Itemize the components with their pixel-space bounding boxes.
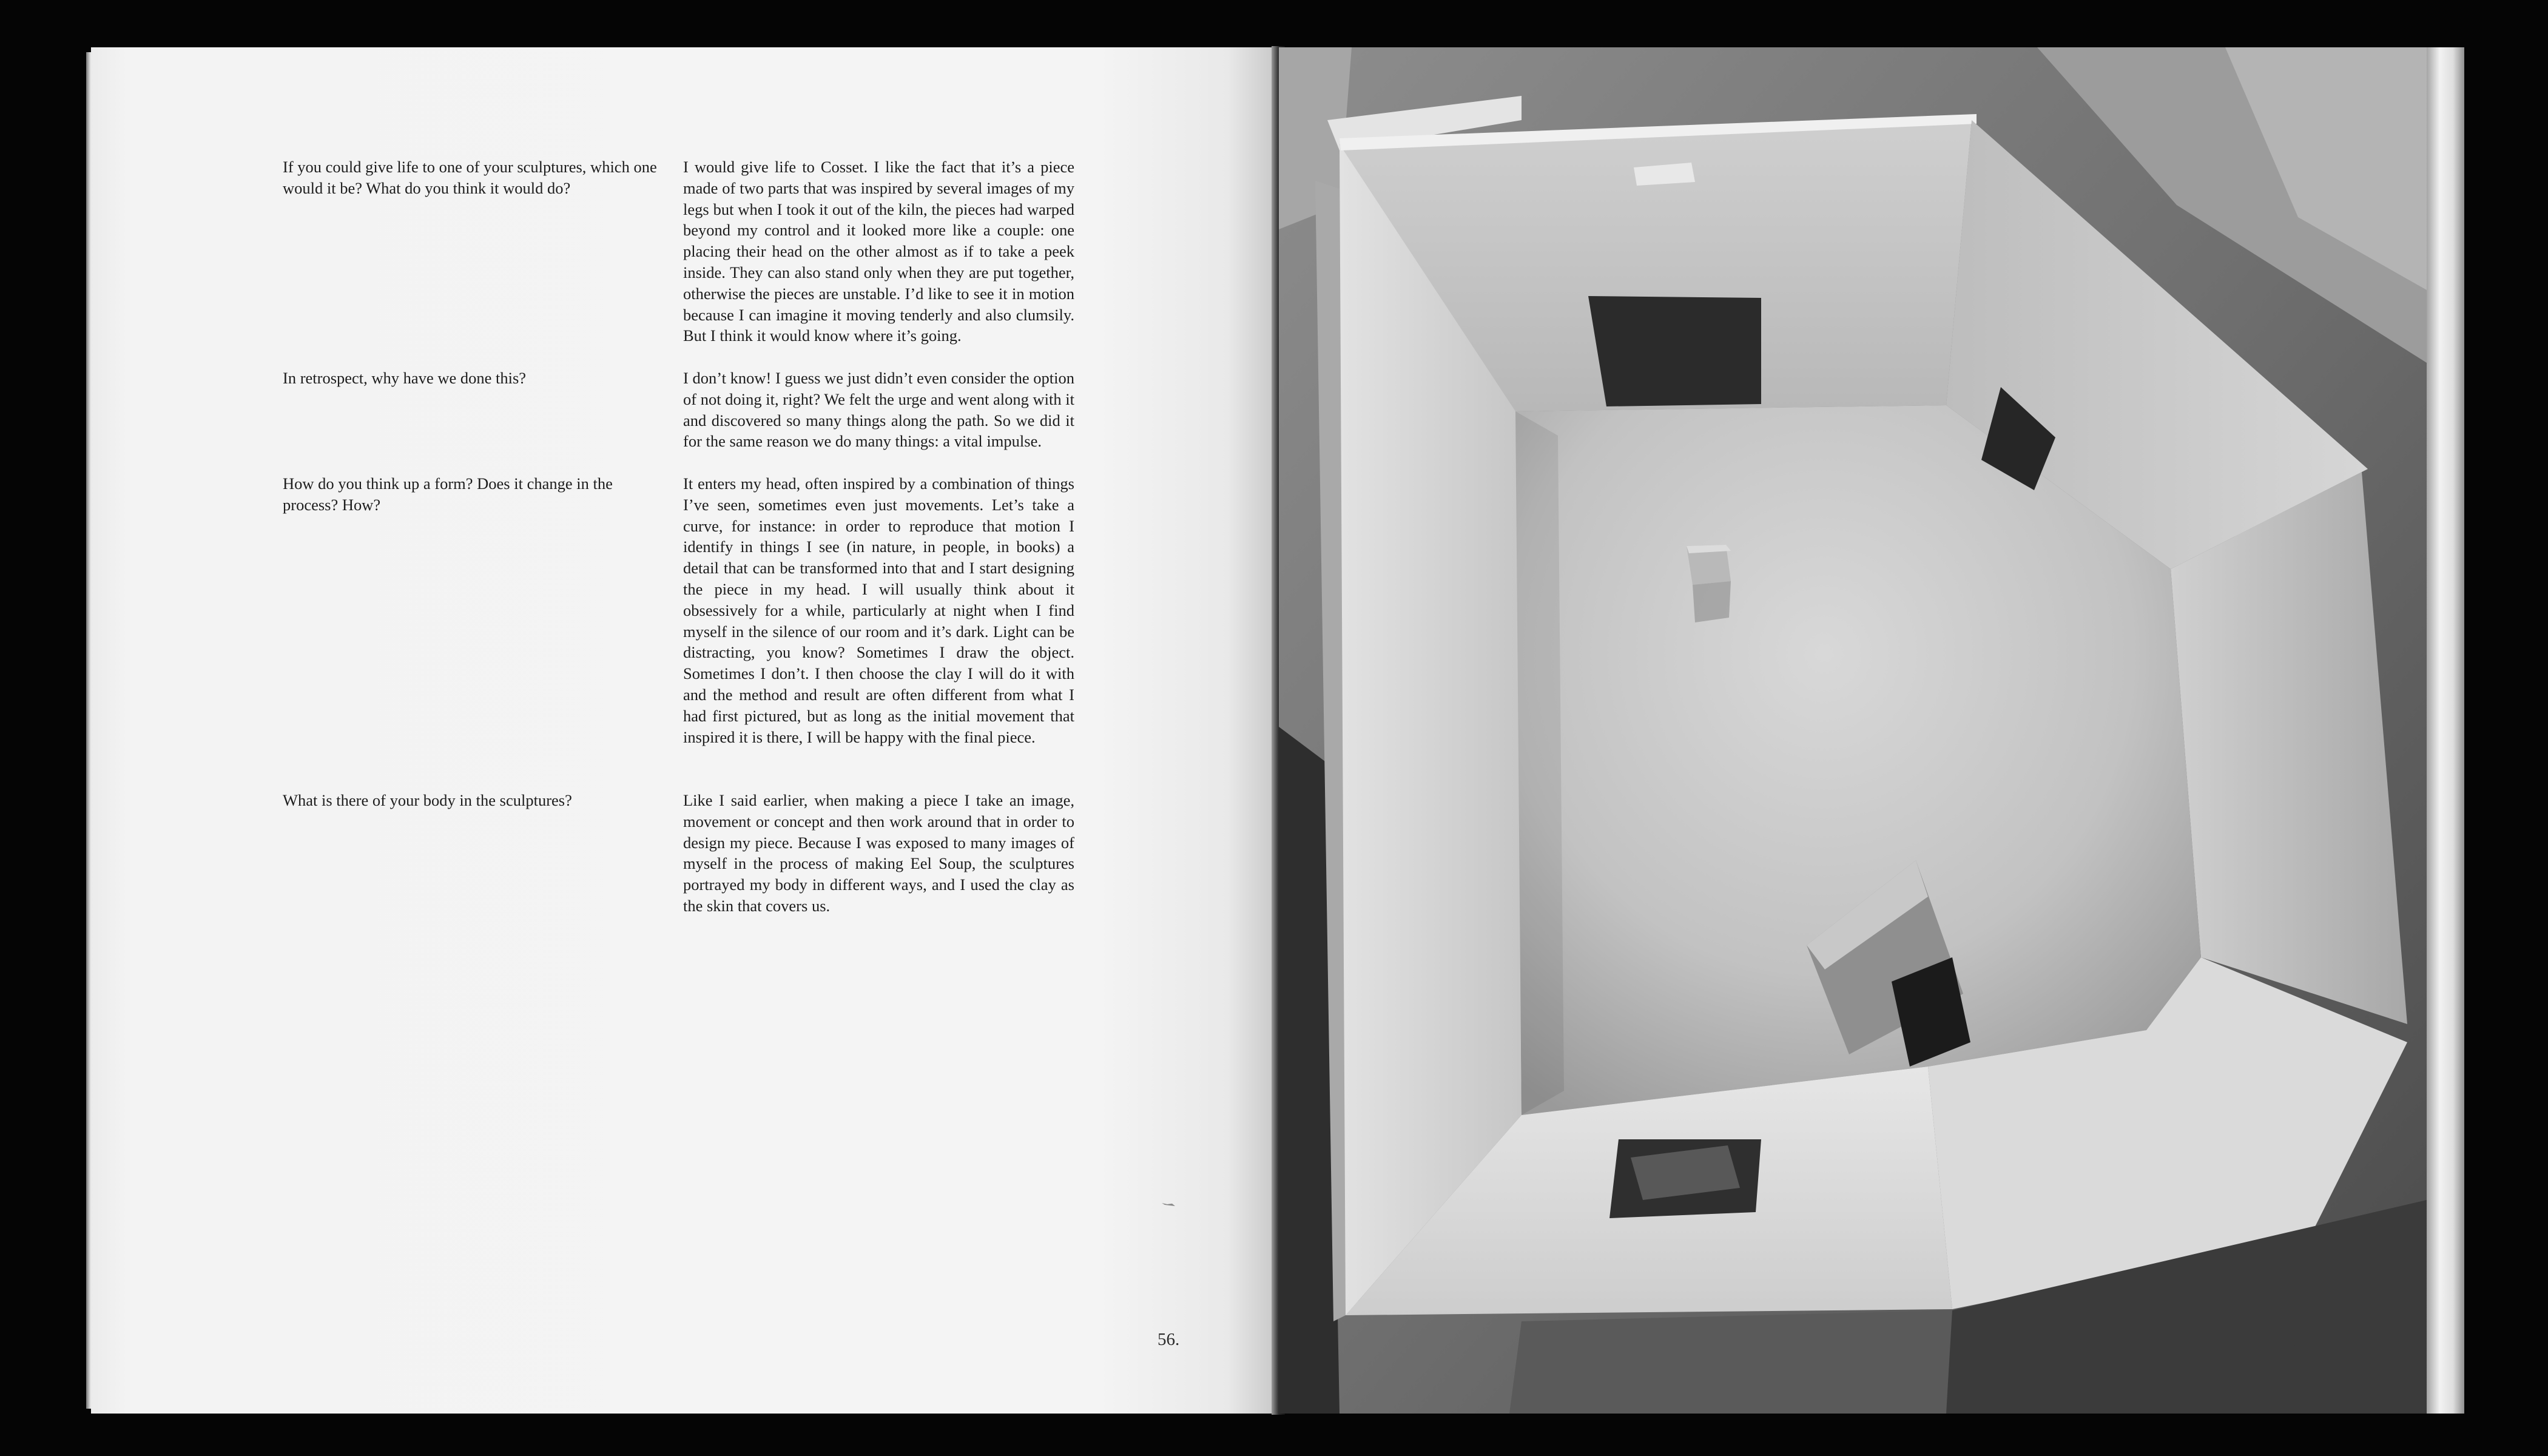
box-photograph xyxy=(1279,47,2427,1414)
interview-text xyxy=(283,47,1147,109)
answer: It enters my head, often inspired by a combination of things I’ve seen, sometimes even just movements. Let’s take a curve, for instance: in order to reproduce that motion I identify in things I see (in nature, in people, in books) a detail that can be transformed into that and I start designing the piece in my head. I will usually think about it obsessively for a while, particularly at night when I find myself in the silence of our room and it’s dark. Light can be distracting, you know? Sometimes I draw the object. Sometimes I don’t. I then choose the clay I will do it with and the method and result are often different from what I had first pictured, but as long as the initial movement that inspired it is there, I will be happy with the final piece. xyxy=(683,474,1074,746)
answer: I would give life to Cosset. I like the fact that it’s a piece made of two parts that was inspired by several images of my legs but when I took it out of the kiln, the pieces had warped beyond my control and it looked more like a couple: one placing their head on the other almost as if to take a peek inside. They can also stand only when they are put together, otherwise the pieces are unstable. I’d like to see it in motion because I can imagine it moving tenderly and also clumsily. But I think it would know where it’s going. xyxy=(683,158,1074,345)
interview-qa xyxy=(283,157,1147,917)
page-number-left: 56. xyxy=(1158,1330,1180,1349)
qa-row xyxy=(283,368,1147,473)
answer: I don’t know! I guess we just didn’t even consider the option of not doing it, right? We felt the urge and went along with it and discovered so many things along the path. So we did it for the same reason we do many things: a vital impulse. xyxy=(683,369,1074,451)
qa-row xyxy=(283,790,1147,917)
answer: Like I said earlier, when making a piece I take an image, movement or concept and then work around that in order to design my piece. Because I was exposed to many images of myself in the process of making Eel Soup, the sculptures portrayed my body in different ways, and I used the clay as the skin that covers us. xyxy=(683,791,1074,915)
ink-speck xyxy=(1161,1201,1176,1207)
right-page-photo xyxy=(1279,47,2427,1414)
question: If you could give life to one of your sculptures, which one would it be? What do you think it would do? xyxy=(283,158,657,197)
qa-row xyxy=(283,473,1147,790)
qa-row xyxy=(283,157,1147,368)
question: What is there of your body in the sculptures? xyxy=(283,791,572,809)
question: In retrospect, why have we done this? xyxy=(283,369,527,387)
question: How do you think up a form? Does it change in the process? How? xyxy=(283,474,613,514)
right-page-edge xyxy=(2427,47,2464,1414)
page-number-right: 57. xyxy=(2292,1330,2314,1349)
